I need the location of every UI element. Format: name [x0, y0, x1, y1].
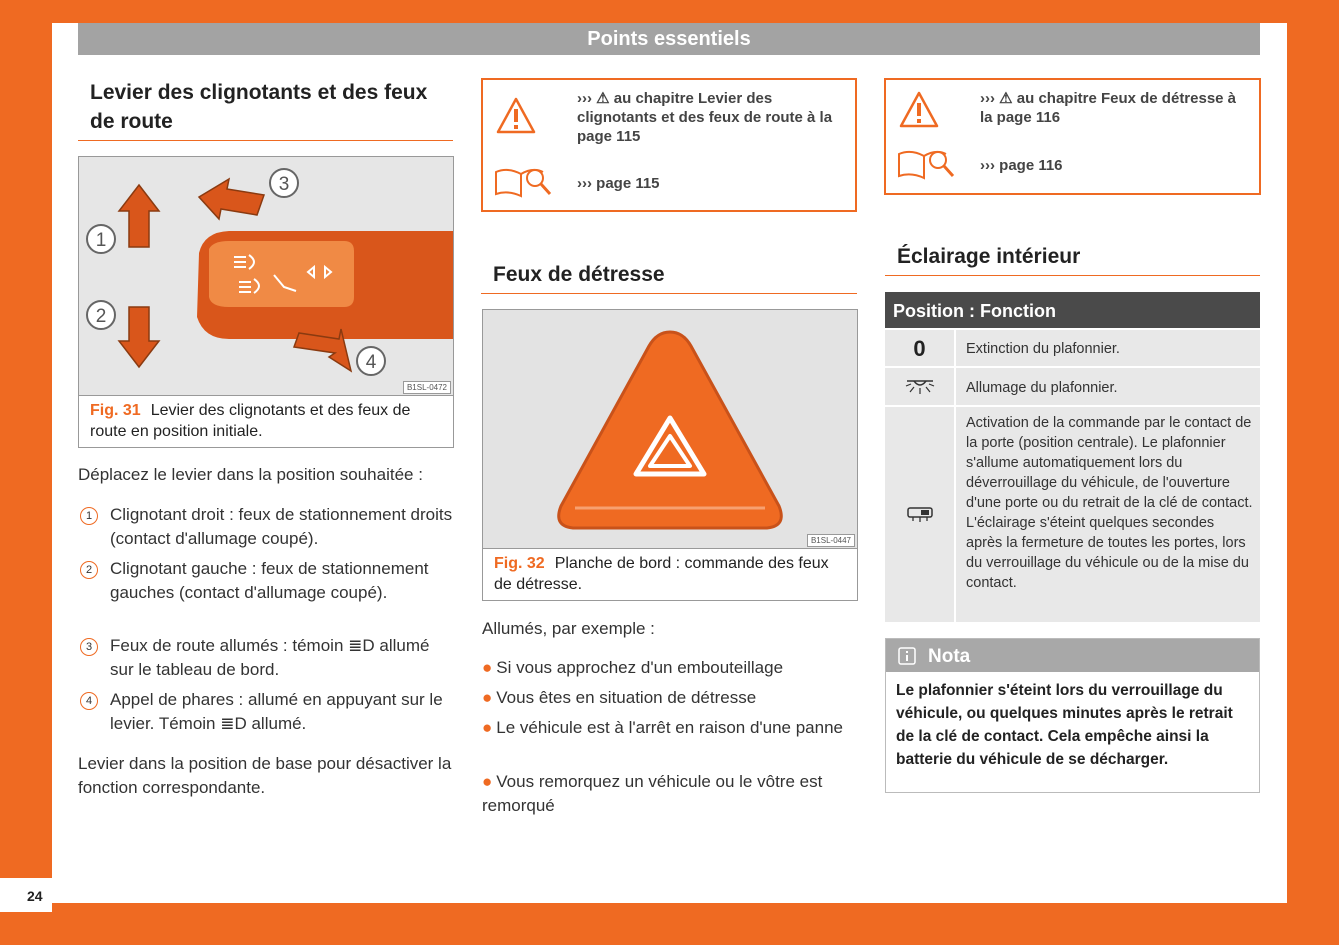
figure-caption-text: Planche de bord : commande des feux de détresse. — [494, 555, 829, 593]
page-reference[interactable]: ››› page 116 — [980, 157, 1063, 174]
warning-reference[interactable]: ››› ⚠ au chapitre Levier des clignotants et des feux de route à la page 115 — [577, 90, 833, 145]
section-heading-eclairage: Éclairage intérieur — [885, 242, 1260, 276]
list-item: Clignotant droit : feux de stationnement droits (contact d'allumage coupé). — [110, 505, 453, 548]
table-cell: Allumage du plafonnier. — [956, 368, 1260, 405]
table-symbol-cell — [885, 407, 954, 622]
figure-32-image — [483, 310, 857, 549]
warning-reference[interactable]: ››› ⚠ au chapitre Feux de détresse à la page 116 — [980, 90, 1237, 126]
list-item: ● Si vous approchez d'un embouteillage — [482, 658, 784, 677]
page-header: Points essentiels — [78, 23, 1260, 55]
intro-text: Déplacez le levier dans la position souhaitée : — [78, 465, 423, 484]
table-header: Position : Fonction — [885, 292, 1260, 328]
item-number: 1 — [80, 507, 98, 525]
svg-text:1: 1 — [95, 230, 107, 251]
door-contact-icon — [905, 505, 935, 525]
figure-31 — [78, 156, 454, 448]
note-title: Nota — [928, 646, 971, 667]
lamp-on-icon — [905, 378, 935, 396]
table-symbol-cell — [885, 330, 954, 366]
figure-code: B1SL-0472 — [403, 381, 451, 394]
list-item: ● Vous remorquez un véhicule ou le vôtre est remorqué — [482, 772, 823, 815]
book-magnifier-icon — [896, 146, 958, 182]
svg-text:4: 4 — [365, 352, 377, 373]
figure-31-image — [79, 157, 453, 396]
info-icon — [898, 647, 916, 665]
book-magnifier-icon — [493, 164, 555, 200]
figure-caption-text: Levier des clignotants et des feux de route en position initiale. — [90, 402, 411, 440]
page-number: 24 — [27, 888, 43, 904]
svg-text:3: 3 — [278, 174, 290, 195]
list-item: ● Le véhicule est à l'arrêt en raison d'une panne — [482, 718, 844, 737]
figure-caption — [494, 553, 849, 595]
outro-text: Levier dans la position de base pour désactiver la fonction correspondante. — [78, 754, 452, 797]
section-heading-detresse: Feux de détresse — [481, 260, 857, 294]
list-item-text: Vous êtes en situation de détresse — [496, 688, 757, 707]
note-text: Le plafonnier s'éteint lors du verrouillage du véhicule, ou quelques minutes après le retrait de la clé de contact. Cela empêche ainsi la batterie du véhicule de se décharger. — [896, 682, 1233, 768]
page-reference[interactable]: ››› page 115 — [577, 175, 660, 192]
list-item-text: Le véhicule est à l'arrêt en raison d'une panne — [496, 718, 844, 737]
list-item: Appel de phares : allumé en appuyant sur le levier. Témoin ≣D allumé. — [110, 690, 443, 733]
list-item: ● Vous êtes en situation de détresse — [482, 688, 757, 707]
intro-text: Allumés, par exemple : — [482, 619, 655, 638]
table-cell: Activation de la commande par le contact de la porte (position centrale). Le plafonnier s'allume automatiquement lors du déverrouillage du véhicule, de l'ouverture d'une porte ou du retrait de la clé de contact. L'éclairage s'éteint quelques secondes après la fermeture de toutes les portes, lors du verrouillage du véhicule ou de la mise du contact. — [956, 407, 1260, 622]
figure-caption — [90, 400, 440, 442]
note-header — [886, 639, 1259, 672]
page-number-box — [0, 878, 52, 912]
figure-code: B1SL-0447 — [807, 534, 855, 547]
warning-box — [481, 78, 857, 212]
table-cell: Extinction du plafonnier. — [956, 330, 1260, 366]
warning-box — [884, 78, 1261, 195]
figure-label: Fig. 31 — [90, 402, 141, 419]
warning-triangle-icon — [899, 90, 939, 130]
item-number: 4 — [80, 692, 98, 710]
item-number: 3 — [80, 638, 98, 656]
turn-signal-lever-illustration — [79, 157, 453, 395]
position-zero-symbol: 0 — [913, 336, 926, 361]
list-item: Clignotant gauche : feux de stationnement gauches (contact d'allumage coupé). — [110, 559, 429, 602]
section-heading-levier: Levier des clignotants et des feux de route — [78, 78, 453, 141]
list-item-text: Si vous approchez d'un embouteillage — [496, 658, 784, 677]
hazard-button-illustration — [483, 310, 857, 548]
list-item: Feux de route allumés : témoin ≣D allumé sur le tableau de bord. — [110, 636, 430, 679]
item-number: 2 — [80, 561, 98, 579]
list-item-text: Vous remorquez un véhicule ou le vôtre est remorqué — [482, 772, 823, 815]
figure-label: Fig. 32 — [494, 555, 545, 572]
note-box — [885, 638, 1260, 793]
table-symbol-cell — [885, 368, 954, 405]
warning-triangle-icon — [496, 96, 536, 136]
figure-32 — [482, 309, 858, 601]
svg-text:2: 2 — [95, 306, 107, 327]
